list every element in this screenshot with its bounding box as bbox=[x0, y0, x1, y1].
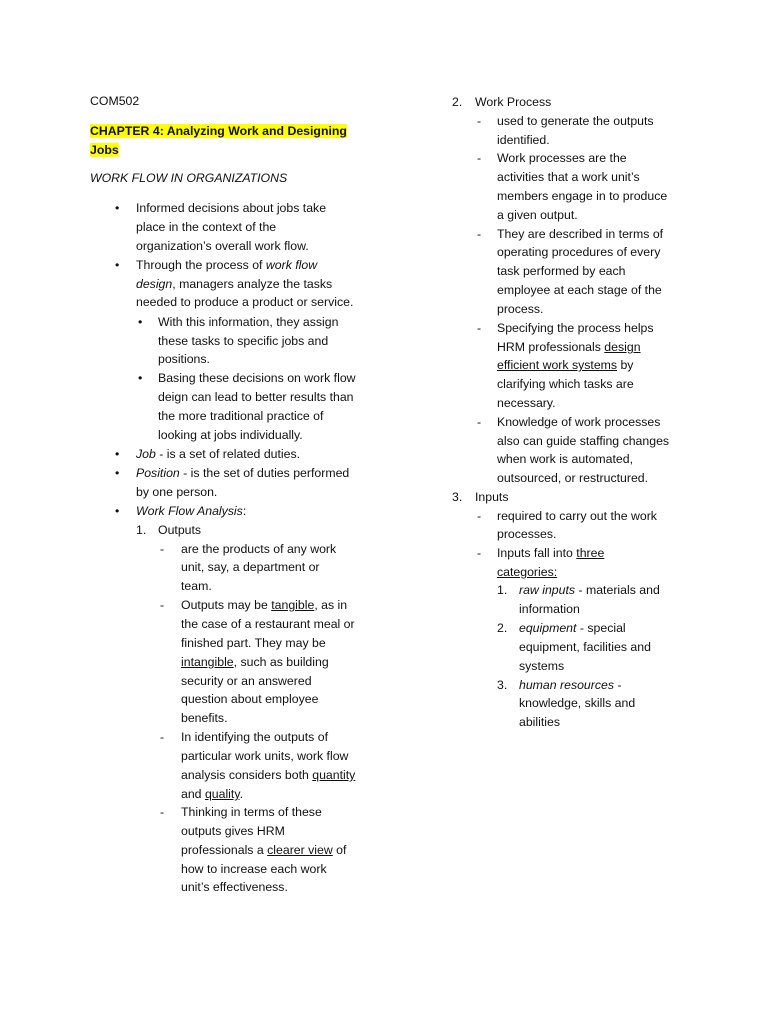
work-process-point-5: also can guide staffing changes bbox=[497, 434, 670, 448]
outputs-point-3: analysis considers both quantity bbox=[181, 768, 356, 782]
work-process-point-3: employee at each stage of the bbox=[497, 283, 662, 297]
work-process-point-2: members engage in to produce bbox=[497, 189, 668, 203]
inputs-point-2: categories: bbox=[497, 565, 558, 579]
work-process-point-3: operating procedures of every bbox=[497, 245, 661, 259]
bullet-marker: • bbox=[115, 258, 120, 272]
dash-marker: - bbox=[160, 730, 165, 744]
inputs-point-1: processes. bbox=[497, 527, 557, 541]
work-process-point-4: efficient work systems by bbox=[497, 358, 634, 372]
sub-bullet-1-line: these tasks to specific jobs and bbox=[158, 334, 329, 348]
outputs-point-2: the case of a restaurant meal or bbox=[181, 617, 355, 631]
work-process-point-4: HRM professionals design bbox=[497, 340, 641, 354]
bullet-1-line: organization’s overall work flow. bbox=[136, 239, 309, 253]
work-process-point-4: Specifying the process helps bbox=[497, 321, 654, 335]
inputs-point-2: Inputs fall into three bbox=[497, 546, 605, 560]
outputs-point-2: finished part. They may be bbox=[181, 636, 326, 650]
category-equipment: equipment - special bbox=[519, 621, 626, 635]
chapter-title-line1: CHAPTER 4: Analyzing Work and Designing bbox=[90, 124, 347, 138]
work-process-point-2: a given output. bbox=[497, 208, 578, 222]
work-flow-analysis-heading: Work Flow Analysis: bbox=[136, 504, 247, 518]
dash-marker: - bbox=[477, 509, 482, 523]
outputs-point-4: Thinking in terms of these bbox=[181, 805, 322, 819]
outputs-point-2: security or an answered bbox=[181, 674, 312, 688]
work-process-point-3: process. bbox=[497, 302, 544, 316]
bullet-marker: • bbox=[115, 504, 120, 518]
category-3-number: 3. bbox=[497, 678, 508, 692]
work-process-heading: Work Process bbox=[475, 95, 552, 109]
sub-bullet-marker: • bbox=[138, 315, 143, 329]
dash-marker: - bbox=[160, 598, 165, 612]
outputs-point-1: team. bbox=[181, 579, 212, 593]
category-equipment: systems bbox=[519, 659, 565, 673]
work-process-point-1: used to generate the outputs bbox=[497, 114, 654, 128]
work-process-point-1: identified. bbox=[497, 133, 550, 147]
outputs-point-2: benefits. bbox=[181, 711, 228, 725]
outputs-point-1: are the products of any work bbox=[181, 542, 337, 556]
work-process-point-3: task performed by each bbox=[497, 264, 626, 278]
dash-marker: - bbox=[477, 227, 482, 241]
dash-marker: - bbox=[477, 415, 482, 429]
bullet-1-line: place in the context of the bbox=[136, 220, 277, 234]
bullet-2-line: needed to produce a product or service. bbox=[136, 295, 354, 309]
sub-bullet-2-line: the more traditional practice of bbox=[158, 409, 324, 423]
work-process-point-2: activities that a work unit’s bbox=[497, 170, 640, 184]
dash-marker: - bbox=[160, 805, 165, 819]
sub-bullet-1-line: positions. bbox=[158, 352, 210, 366]
outputs-heading: Outputs bbox=[158, 523, 202, 537]
work-process-point-2: Work processes are the bbox=[497, 151, 627, 165]
course-code: COM502 bbox=[90, 94, 140, 108]
category-equipment: equipment, facilities and bbox=[519, 640, 651, 654]
outputs-number: 1. bbox=[136, 523, 147, 537]
dash-marker: - bbox=[477, 321, 482, 335]
section-heading: WORK FLOW IN ORGANIZATIONS bbox=[90, 171, 288, 185]
dash-marker: - bbox=[477, 151, 482, 165]
outputs-point-3: particular work units, work flow bbox=[181, 749, 349, 763]
bullet-1-line: Informed decisions about jobs take bbox=[136, 201, 327, 215]
sub-bullet-2-line: Basing these decisions on work flow bbox=[158, 371, 356, 385]
category-human-resources: human resources - bbox=[519, 678, 622, 692]
category-1-number: 1. bbox=[497, 583, 508, 597]
category-human-resources: abilities bbox=[519, 715, 561, 729]
outputs-point-4: how to increase each work bbox=[181, 862, 327, 876]
outputs-point-4: unit’s effectiveness. bbox=[181, 880, 288, 894]
outputs-point-2: Outputs may be tangible, as in bbox=[181, 598, 348, 612]
work-process-number: 2. bbox=[452, 95, 463, 109]
dash-marker: - bbox=[477, 546, 482, 560]
bullet-marker: • bbox=[115, 201, 120, 215]
outputs-point-1: unit, say, a department or bbox=[181, 560, 320, 574]
bullet-marker: • bbox=[115, 466, 120, 480]
outputs-point-4: outputs gives HRM bbox=[181, 824, 285, 838]
sub-bullet-1-line: With this information, they assign bbox=[158, 315, 339, 329]
position-definition: Position - is the set of duties performed bbox=[136, 466, 350, 480]
inputs-number: 3. bbox=[452, 490, 463, 504]
chapter-title-line2: Jobs bbox=[90, 143, 119, 157]
outputs-point-4: professionals a clearer view of bbox=[181, 843, 347, 857]
outputs-point-3: and quality. bbox=[181, 787, 243, 801]
category-raw-inputs: raw inputs - materials and bbox=[519, 583, 660, 597]
sub-bullet-2-line: looking at jobs individually. bbox=[158, 428, 303, 442]
dash-marker: - bbox=[477, 114, 482, 128]
sub-bullet-marker: • bbox=[138, 371, 143, 385]
category-raw-inputs: information bbox=[519, 602, 580, 616]
category-2-number: 2. bbox=[497, 621, 508, 635]
position-definition-line2: by one person. bbox=[136, 485, 218, 499]
work-process-point-4: necessary. bbox=[497, 396, 556, 410]
inputs-heading: Inputs bbox=[475, 490, 509, 504]
bullet-marker: • bbox=[115, 447, 120, 461]
sub-bullet-2-line: deign can lead to better results than bbox=[158, 390, 354, 404]
work-process-point-5: when work is automated, bbox=[497, 452, 634, 466]
work-process-point-5: outsourced, or restructured. bbox=[497, 471, 649, 485]
work-process-point-3: They are described in terms of bbox=[497, 227, 664, 241]
bullet-2-line: Through the process of work flow bbox=[136, 258, 318, 272]
category-human-resources: knowledge, skills and bbox=[519, 696, 636, 710]
outputs-point-2: question about employee bbox=[181, 692, 319, 706]
bullet-2-line: design, managers analyze the tasks bbox=[136, 277, 333, 291]
dash-marker: - bbox=[160, 542, 165, 556]
work-process-point-4: clarifying which tasks are bbox=[497, 377, 634, 391]
inputs-point-1: required to carry out the work bbox=[497, 509, 657, 523]
outputs-point-3: In identifying the outputs of bbox=[181, 730, 328, 744]
work-process-point-5: Knowledge of work processes bbox=[497, 415, 661, 429]
outputs-point-2: intangible, such as building bbox=[181, 655, 329, 669]
job-definition: Job - is a set of related duties. bbox=[136, 447, 301, 461]
